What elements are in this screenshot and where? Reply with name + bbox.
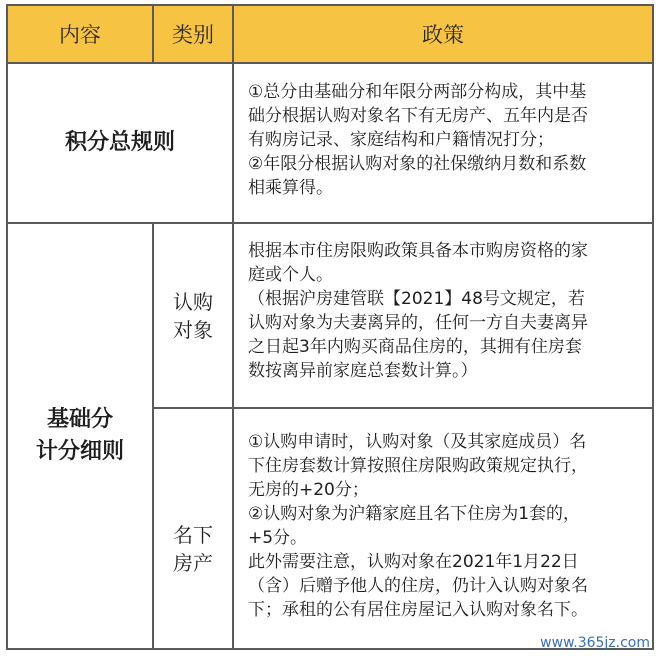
policy-line: 庭或个人。: [248, 265, 333, 285]
header-content-label: 内容: [59, 23, 101, 47]
policy-line: 之日起3年内购买商品住房的，其拥有住房套: [248, 337, 582, 357]
policy-line: （根据沪房建管联【2021】48号文规定，若: [248, 289, 585, 309]
header-content: [8, 6, 152, 62]
policy-line: （含）后赠予他人的住房，仍计入认购对象名: [248, 576, 588, 596]
policy-line: 下；承租的公有居住房屋记入认购对象名下。: [248, 600, 588, 620]
basic-score-title-line1: 基础分: [46, 407, 113, 432]
col-divider-1-header: [152, 6, 154, 62]
policy-line: 数按离异前家庭总套数计算。）: [248, 361, 478, 381]
basic-score-title-line2: 计分细则: [35, 439, 124, 464]
policy-line: ②年限分根据认购对象的社保缴纳月数和系数: [248, 154, 587, 174]
property-policy: [248, 430, 648, 622]
policy-line: 有购房记录、家庭结构和户籍情况打分；: [248, 130, 554, 150]
policy-line: 根据本市住房限购政策具备本市购房资格的家: [248, 241, 588, 261]
property-category-line1: 名下: [173, 522, 213, 547]
policy-line: 下住房套数计算按照住房限购政策规定执行，: [248, 456, 588, 476]
header-policy: [234, 6, 652, 62]
policy-line: 此外需要注意，认购对象在2021年1月22日: [248, 552, 579, 572]
property-category-cell: [154, 409, 232, 648]
watermark: www.365jz.com: [540, 635, 650, 651]
subject-category-cell: [154, 224, 232, 407]
property-category-line2: 房产: [173, 550, 213, 575]
policy-line: 础分根据认购对象名下有无房产、五年内是否: [248, 106, 588, 126]
policy-line: ②认购对象为沪籍家庭且名下住房为1套的，: [248, 504, 581, 524]
header-category: [154, 6, 232, 62]
header-category-label: 类别: [172, 23, 214, 47]
subject-category-line2: 对象: [173, 317, 213, 342]
policy-line: +5分。: [248, 528, 308, 548]
subject-category-line1: 认购: [173, 289, 213, 314]
policy-line: 无房的+20分；: [248, 480, 369, 500]
subject-policy: [248, 239, 648, 383]
policy-line: 认购对象为夫妻离异的，任何一方自夫妻离异: [248, 313, 588, 333]
policy-line: ①总分由基础分和年限分两部分构成，其中基: [248, 82, 587, 102]
general-rule-title-cell: [8, 64, 232, 222]
policy-line: 相乘算得。: [248, 178, 333, 198]
col-divider-2: [232, 6, 234, 648]
basic-score-title-cell: [8, 224, 152, 648]
policy-line: ①认购申请时，认购对象（及其家庭成员）名: [248, 432, 587, 452]
general-rule-policy: [248, 80, 648, 200]
general-rule-title: 积分总规则: [64, 130, 175, 155]
header-policy-label: 政策: [422, 23, 464, 47]
policy-table: [6, 4, 654, 650]
